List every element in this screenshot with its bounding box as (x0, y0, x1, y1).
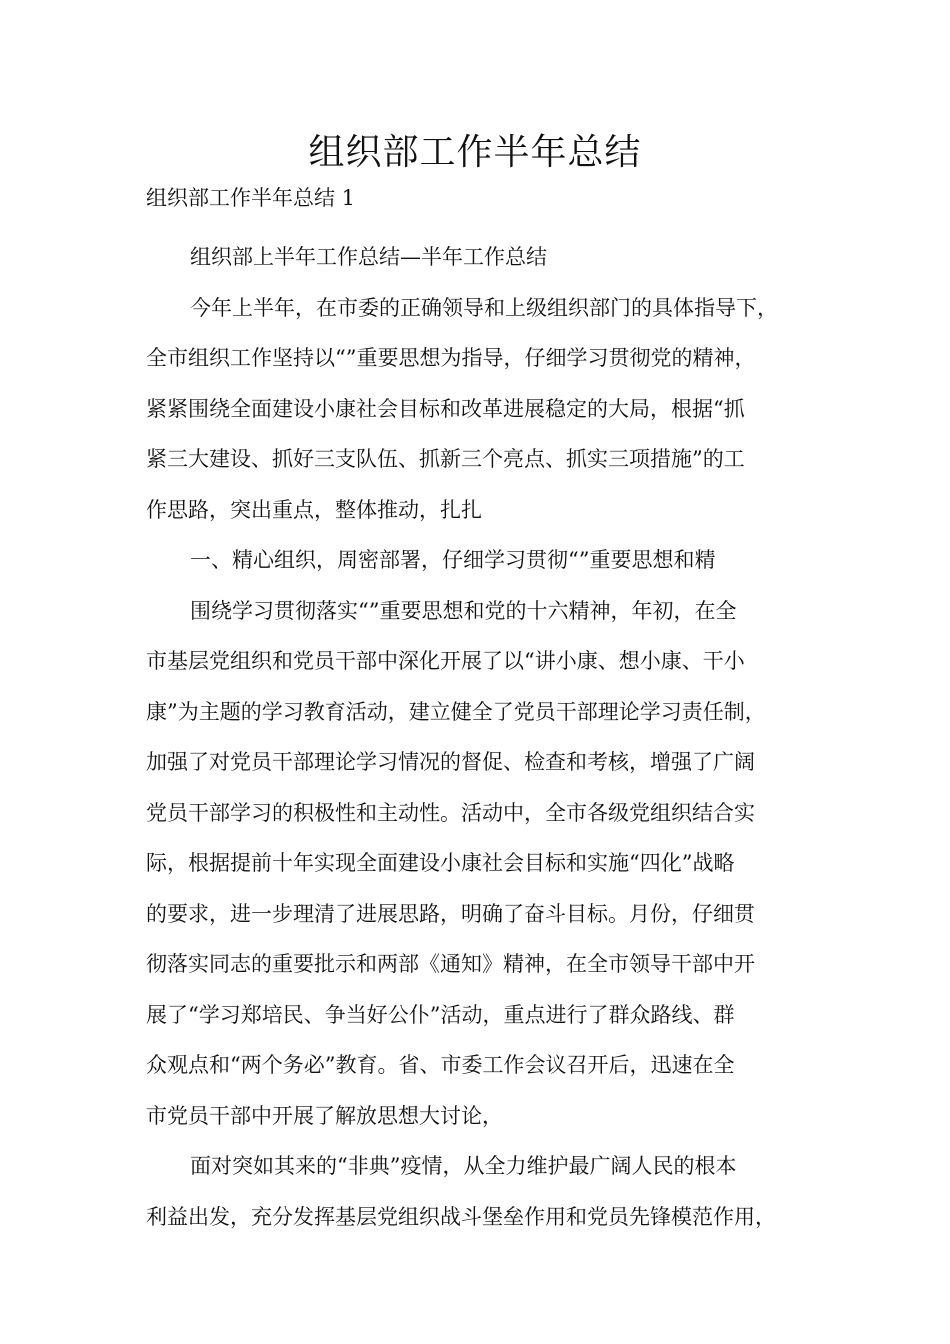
body-text-line: 围绕学习贯彻落实“”重要思想和党的十六精神，年初，在全 (190, 598, 737, 623)
body-text-line: 康”为主题的学习教育活动，建立健全了党员干部理论学习责任制， (146, 699, 766, 724)
body-text-line: 彻落实同志的重要批示和两部《通知》精神，在全市领导干部中开 (146, 952, 755, 976)
body-text-line: 党员干部学习的积极性和主动性。活动中，全市各级党组织结合实 (146, 800, 755, 825)
body-text-line: 今年上半年，在市委的正确领导和上级组织部门的具体指导下， (190, 295, 778, 320)
body-text-line: 加强了对党员干部理论学习情况的督促、检查和考核，增强了广阔 (146, 750, 755, 774)
body-text-line: 市基层党组织和党员干部中深化开展了以“讲小康、想小康、干小 (146, 649, 745, 673)
document-subheading: 组织部工作半年总结 1 (146, 186, 356, 210)
body-text-line: 紧紧围绕全面建设小康社会目标和改革进展稳定的大局，根据“抓 (146, 396, 745, 421)
body-text-line: 市党员干部中开展了解放思想大讨论， (146, 1103, 503, 1128)
body-text-line: 面对突如其来的“非典”疫情，从全力维护最广阔人民的根本 (190, 1154, 737, 1178)
body-text-line: 全市组织工作坚持以“”重要思想为指导，仔细学习贯彻党的精神， (146, 346, 756, 370)
body-text-line: 一、精心组织，周密部署，仔细学习贯彻“”重要思想和精 (190, 548, 716, 572)
document-title: 组织部工作半年总结 (308, 132, 642, 173)
body-text-line: 的要求，进一步理清了进展思路，明确了奋斗目标。月份，仔细贯 (146, 901, 755, 926)
body-text-line: 展了“学习郑培民、争当好公仆”活动，重点进行了群众路线、群 (146, 1002, 735, 1027)
body-text-line: 际，根据提前十年实现全面建设小康社会目标和实施“四化”战略 (146, 851, 735, 875)
body-text-line: 紧三大建设、抓好三支队伍、抓新三个亮点、抓实三项措施”的工 (146, 447, 745, 471)
body-text-line: 作思路，突出重点，整体推动，扎扎 (146, 497, 482, 522)
document-body (146, 232, 826, 1242)
body-text-line: 组织部上半年工作总结—半年工作总结 (190, 245, 547, 269)
body-text-line: 众观点和“两个务必”教育。省、市委工作会议召开后，迅速在全 (146, 1053, 735, 1077)
body-text-line: 利益出发，充分发挥基层党组织战斗堡垒作用和党员先锋模范作用， (146, 1204, 776, 1229)
